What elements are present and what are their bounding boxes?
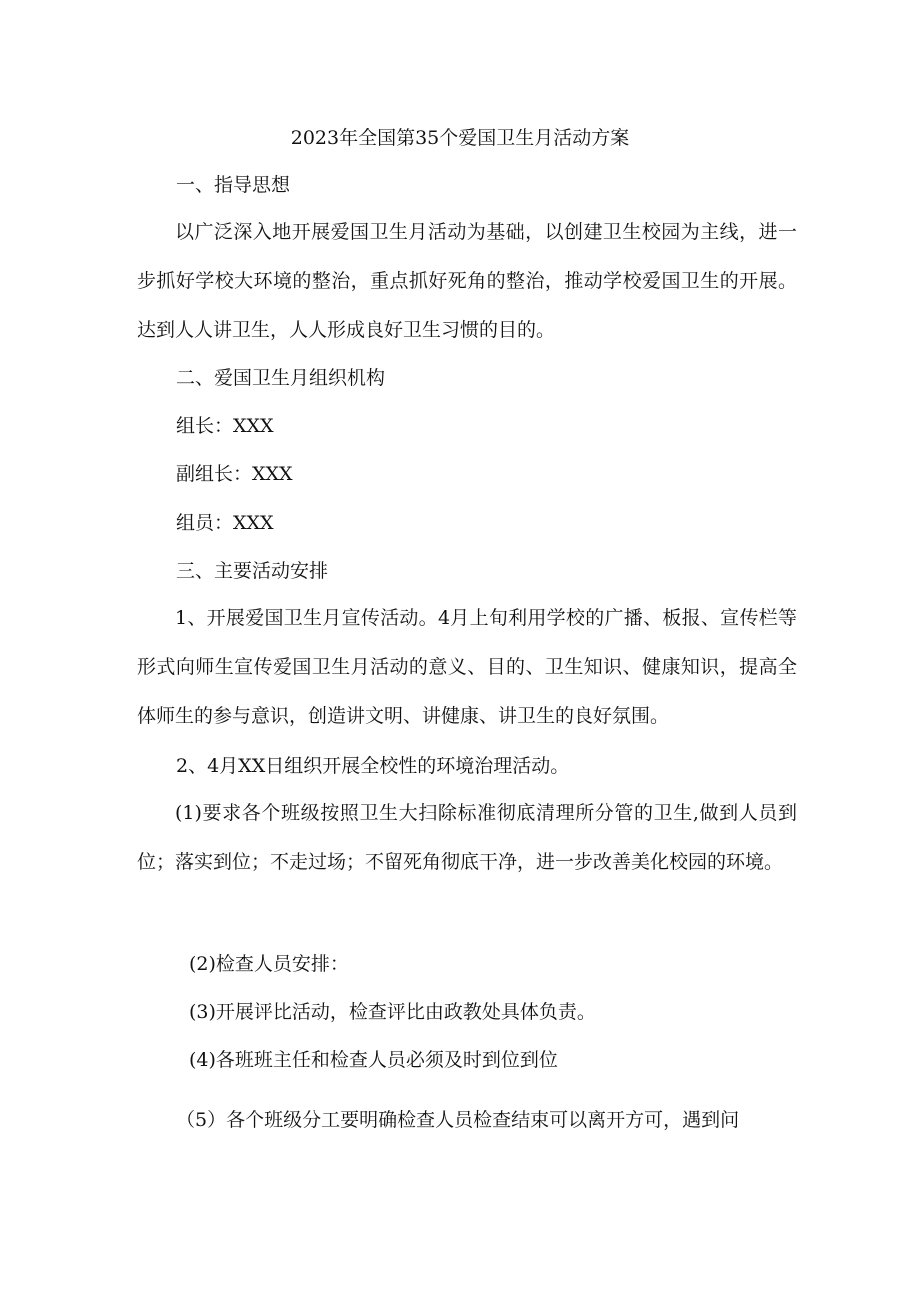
section-heading-organization: 二、爱国卫生月组织机构 (176, 367, 386, 389)
activity-item-2: 2、4月XX日组织开展全校性的环境治理活动。 (176, 755, 570, 777)
activity-item-1: 1、开展爱国卫生月宣传活动。4月上旬利用学校的广播、板报、宣传栏等形式向师生宣传爱国卫生月活动的意义、目的、卫生知识、健康知识，提高全体师生的参与意识，创造讲文明、讲健康、讲卫生的良好氛围。 (137, 607, 797, 727)
paragraph-guiding-thought: 以广泛深入地开展爱国卫生月活动为基础，以创建卫生校园为主线，进一步抓好学校大环境的整治，重点抓好死角的整治，推动学校爱国卫生的开展。达到人人讲卫生，人人形成良好卫生习惯的目的。 (137, 221, 797, 341)
org-members: 组员：XXX (176, 512, 274, 534)
org-deputy-leader: 副组长：XXX (176, 463, 293, 485)
section-heading-activities: 三、主要活动安排 (176, 560, 329, 582)
activity-sub-2: (2)检查人员安排： (189, 953, 349, 975)
document-title: 2023年全国第35个爱国卫生月活动方案 (290, 127, 630, 149)
activity-sub-1: (1)要求各个班级按照卫生大扫除标准彻底清理所分管的卫生,做到人员到位；落实到位；不走过场；不留死角彻底干净，进一步改善美化校园的环境。 (137, 802, 797, 873)
section-heading-guiding-thought: 一、指导思想 (176, 174, 291, 196)
org-leader: 组长：XXX (176, 415, 274, 437)
activity-sub-4: (4)各班班主任和检查人员必须及时到位到位 (189, 1049, 558, 1071)
activity-sub-3: (3)开展评比活动，检查评比由政教处具体负责。 (189, 1001, 596, 1023)
activity-sub-5: （5）各个班级分工要明确检查人员检查结束可以离开方可，遇到问 (176, 1109, 740, 1131)
